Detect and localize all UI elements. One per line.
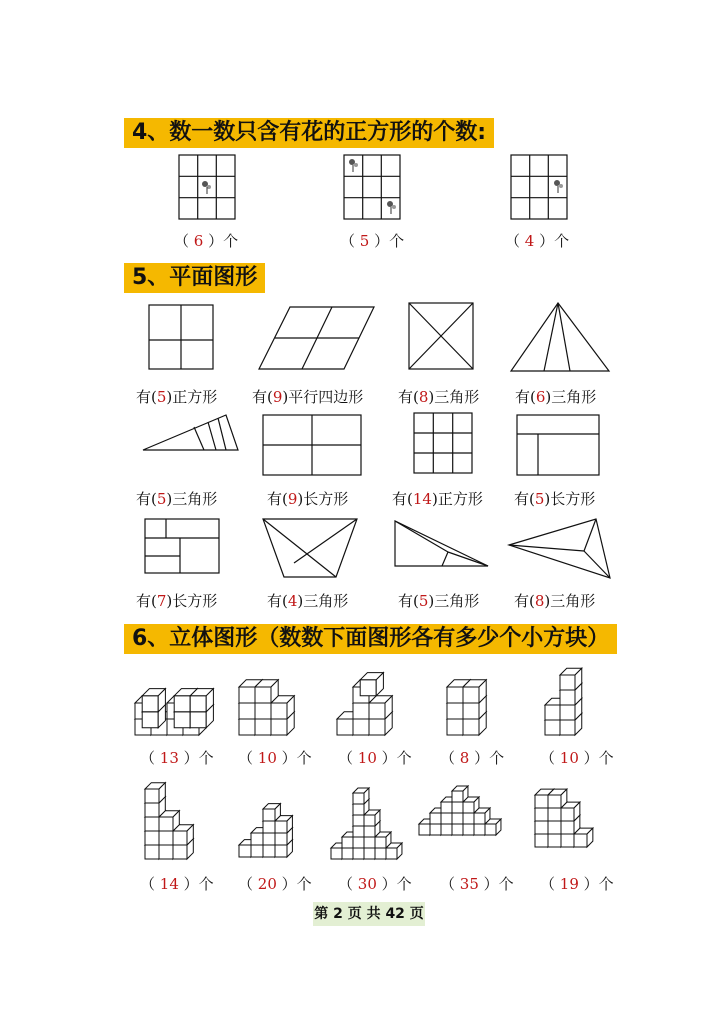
cube-block <box>463 680 486 703</box>
s6-answer-10: （ 19 ）个 <box>540 875 614 893</box>
flower-grid-1 <box>178 154 236 220</box>
cube-stack-figure-9 <box>418 774 522 836</box>
cube-stack-figure-4 <box>446 664 498 736</box>
rectangle-blocks-figure <box>144 518 220 574</box>
cube-block <box>452 786 468 802</box>
s4-answer-1: （ 6 ）个 <box>174 232 239 250</box>
s5-answer-5: 有(5)三角形 <box>136 490 218 508</box>
cube-stack-figure-3 <box>336 664 402 736</box>
square-2x2-figure <box>148 304 214 370</box>
flower-icon <box>387 201 396 214</box>
cube-stack-figure-1 <box>134 664 218 736</box>
parallelogram-figure <box>258 306 376 370</box>
s5-answer-8: 有(5)长方形 <box>514 490 596 508</box>
flower-grid-2 <box>343 154 401 220</box>
rectangle-2x2-figure <box>262 414 362 476</box>
section-5-title: 5、平面图形 <box>124 263 265 293</box>
right-triangle-figure <box>394 520 490 568</box>
flower-icon <box>349 159 358 172</box>
cube-block <box>360 673 383 696</box>
s6-answer-8: （ 30 ）个 <box>338 875 412 893</box>
section-6-title: 6、立体图形（数数下面图形各有多少个小方块） <box>124 624 617 654</box>
s5-answer-7: 有(14)正方形 <box>392 490 483 508</box>
cube-stack-figure-6 <box>144 774 204 860</box>
trapezoid-figure <box>262 518 358 578</box>
cube-stack-figure-10 <box>534 774 604 848</box>
s4-answer-2: （ 5 ）个 <box>340 232 405 250</box>
cube-block <box>145 783 165 803</box>
cube-stack-figure-8 <box>330 774 414 860</box>
quad-triangles-figure <box>508 518 612 580</box>
s5-answer-10: 有(4)三角形 <box>267 592 349 610</box>
flower-icon <box>554 180 563 193</box>
obtuse-triangle-figure <box>142 414 240 452</box>
page-footer: 第 2 页 共 42 页 <box>313 902 425 926</box>
s6-answer-7: （ 20 ）个 <box>238 875 312 893</box>
flower-grid-3 <box>510 154 568 220</box>
s6-answer-5: （ 10 ）个 <box>540 749 614 767</box>
s5-answer-9: 有(7)长方形 <box>136 592 218 610</box>
cube-block <box>548 789 567 808</box>
triangle-fan-figure <box>510 302 610 372</box>
cube-stack-figure-5 <box>544 664 596 736</box>
cube-stack-figure-2 <box>238 664 304 736</box>
s6-answer-4: （ 8 ）个 <box>440 749 505 767</box>
s4-answer-3: （ 4 ）个 <box>505 232 570 250</box>
cube-block <box>263 804 280 821</box>
s6-answer-3: （ 10 ）个 <box>338 749 412 767</box>
rectangle-split-figure <box>516 414 600 476</box>
s5-answer-12: 有(8)三角形 <box>514 592 596 610</box>
cube-block <box>353 788 369 804</box>
s5-answer-3: 有(8)三角形 <box>398 388 480 406</box>
s6-answer-9: （ 35 ）个 <box>440 875 514 893</box>
cube-stack-figure-7 <box>238 778 304 858</box>
s5-answer-11: 有(5)三角形 <box>398 592 480 610</box>
cube-block <box>255 680 278 703</box>
s6-answer-6: （ 14 ）个 <box>140 875 214 893</box>
cube-block <box>142 689 165 712</box>
s6-answer-1: （ 13 ）个 <box>140 749 214 767</box>
cube-block <box>560 668 582 690</box>
s5-answer-4: 有(6)三角形 <box>515 388 597 406</box>
square-diagonals-figure <box>408 302 474 370</box>
s5-answer-6: 有(9)长方形 <box>267 490 349 508</box>
s5-answer-2: 有(9)平行四边形 <box>252 388 364 406</box>
flower-icon <box>202 181 211 194</box>
square-3x3-figure <box>413 412 473 474</box>
section-4-title: 4、数一数只含有花的正方形的个数: <box>124 118 494 148</box>
s5-answer-1: 有(5)正方形 <box>136 388 218 406</box>
cube-block <box>190 689 213 712</box>
s6-answer-2: （ 10 ）个 <box>238 749 312 767</box>
